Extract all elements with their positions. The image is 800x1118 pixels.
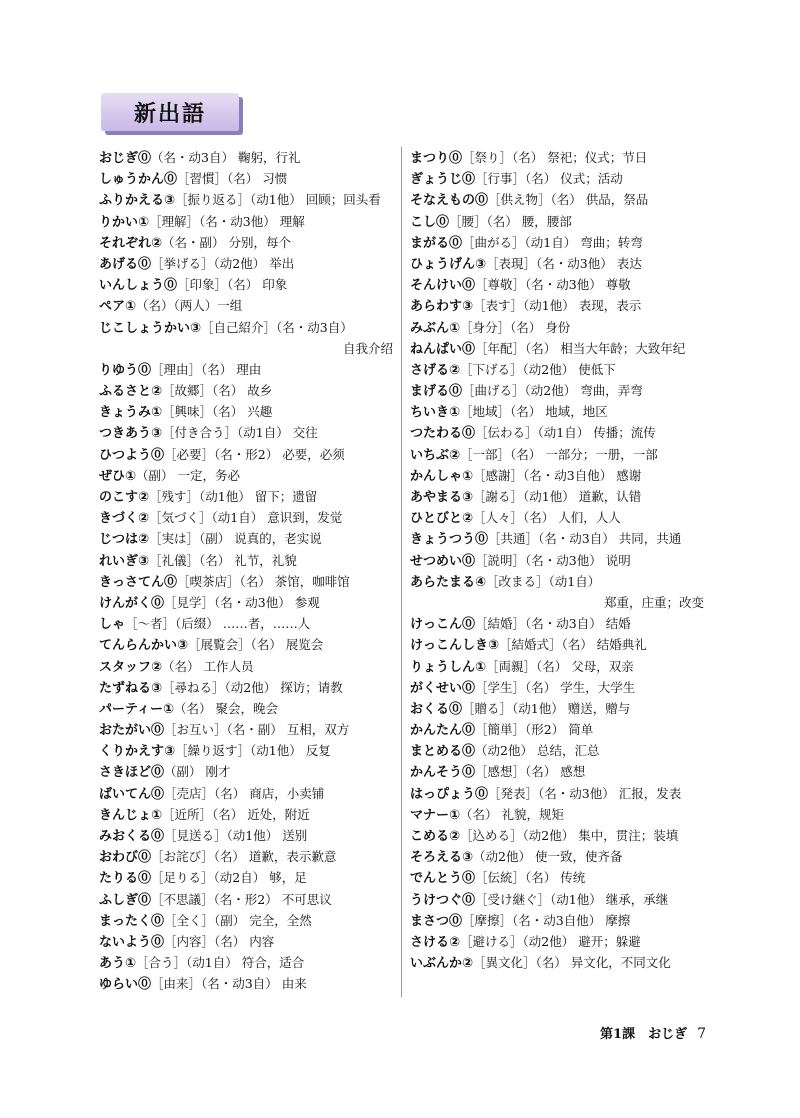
vocab-entry: [410, 931, 710, 952]
vocab-definition: ［感謝］（名・动3自他） 感谢: [473, 467, 642, 483]
vocab-headword: てんらんかい③: [99, 638, 189, 654]
vocab-definition: ［供え物］（名） 供品，祭品: [488, 192, 649, 208]
vocab-entry: [99, 507, 399, 528]
vocab-entry: [410, 656, 710, 677]
vocab-entry: [99, 168, 399, 189]
vocab-definition: ［伝わる］（动1自） 传播；流传: [475, 425, 656, 441]
vocab-headword: しゅうかん⓪: [99, 172, 178, 188]
vocab-entry: [99, 973, 399, 994]
vocab-definition: ［下げる］（动2他） 使低下: [460, 361, 616, 377]
vocab-headword: おくる⓪: [410, 701, 463, 717]
vocab-definition: ［～者］（后缀） ……者，……人: [125, 616, 311, 632]
vocab-headword: おじぎ⓪: [99, 151, 152, 166]
vocab-entry: [410, 528, 710, 549]
vocab-headword: かんたん⓪: [410, 723, 476, 739]
vocab-entry: [410, 444, 710, 465]
vocab-column-left: [99, 147, 399, 995]
vocab-entry: [99, 444, 399, 465]
vocab-definition: ［お詫び］（名） 道歉，表示歉意: [151, 849, 337, 865]
vocab-headword: うけつぐ⓪: [410, 892, 476, 908]
vocab-entry: [410, 507, 710, 528]
vocab-entry: [410, 380, 710, 401]
vocab-definition: （名・副） 分别，每个: [162, 234, 291, 250]
vocab-definition: ［両親］（名） 父母，双亲: [486, 658, 634, 674]
vocab-entry: [410, 147, 710, 168]
vocab-definition: （名） 礼貌，规矩: [460, 806, 564, 822]
vocab-entry: [99, 232, 399, 253]
vocab-definition: ［実は］（副） 说真的，老实说: [149, 531, 322, 547]
vocab-entry: [99, 592, 399, 613]
vocab-entry: [99, 295, 399, 316]
vocab-definition: ［年配］（名） 相当大年龄；大致年纪: [475, 340, 686, 356]
vocab-definition: （动2他） 使一致，使齐备: [473, 849, 623, 865]
vocab-entry: [410, 338, 710, 359]
vocab-headword: さける②: [410, 934, 461, 950]
vocab-headword: しゃ: [99, 617, 126, 633]
vocab-headword: ひとびと②: [410, 511, 474, 527]
vocab-entry: [410, 783, 710, 804]
vocab-entry: [410, 317, 710, 338]
vocab-headword: いんしょう⓪: [99, 278, 178, 294]
vocab-headword: ふりかえる③: [99, 193, 176, 209]
vocab-definition: ［売店］（名） 商店，小卖铺: [164, 785, 325, 801]
vocab-headword: あげる⓪: [99, 256, 152, 272]
vocab-definition: ［行事］（名） 仪式；活动: [475, 171, 623, 187]
vocab-definition: ［表す］（动1他） 表现，表示: [473, 298, 642, 314]
vocab-headword: せつめい⓪: [410, 553, 476, 569]
vocab-entry: [99, 952, 399, 973]
vocab-definition: ［興味］（名） 兴趣: [162, 404, 273, 420]
vocab-definition: ［伝統］（名） 传统: [475, 870, 586, 886]
vocab-definition: ［残す］（动1他） 留下；遗留: [149, 489, 318, 504]
vocab-definition: ［結婚］（名・动3自） 结婚: [475, 616, 631, 632]
vocab-headword: あやまる③: [410, 490, 474, 505]
vocab-headword: スタッフ②: [99, 659, 163, 675]
vocab-entry-continuation: 郑重，庄重；改变: [603, 594, 704, 610]
vocab-headword: まげる⓪: [410, 384, 463, 400]
vocab-entry: [410, 465, 710, 486]
vocab-headword: かんそう⓪: [410, 765, 476, 781]
vocab-entry: [410, 867, 710, 888]
vocab-definition: ［説明］（名・动3他） 说明: [475, 552, 631, 568]
vocab-entry: [99, 677, 399, 698]
vocab-headword: まさつ⓪: [410, 913, 463, 929]
vocab-entry: [99, 719, 399, 740]
vocab-definition: ［由来］（名・动3自） 由来: [151, 976, 307, 992]
vocab-definition: ［異文化］（名） 异文化，不同文化: [473, 955, 671, 971]
vocab-definition: ［礼儀］（名） 礼节，礼貌: [149, 552, 297, 568]
vocab-headword: かんしゃ①: [410, 468, 474, 484]
vocab-definition: （名） 工作人员: [162, 658, 254, 674]
vocab-headword: まつり⓪: [410, 151, 463, 166]
vocab-entry: [99, 189, 399, 210]
vocab-headword: マナー①: [410, 807, 461, 823]
vocab-headword: のこす②: [99, 490, 150, 505]
vocab-entry: [410, 571, 710, 592]
vocab-headword: ぎょうじ⓪: [410, 172, 476, 188]
vocab-definition: （副） 刚才: [164, 764, 231, 780]
vocab-headword: じこしょうかい③: [99, 320, 202, 336]
vocab-headword: それぞれ②: [99, 235, 163, 251]
vocab-headword: りかい①: [99, 214, 150, 230]
vocab-definition: ［展覧会］（名） 展览会: [188, 637, 324, 653]
vocab-headword: みぶん①: [410, 320, 461, 336]
vocab-definition: ［不思議］（名・形2） 不可思议: [151, 891, 332, 907]
vocab-definition: ［腰］（名） 腰，腰部: [449, 213, 572, 229]
vocab-entry: [99, 761, 399, 782]
vocab-definition: ［お互い］（名・副） 互相，双方: [164, 722, 350, 738]
vocab-definition: ［人々］（名） 人们，人人: [473, 510, 621, 526]
vocab-headword: ひつよう⓪: [99, 447, 165, 463]
vocab-entry: [410, 295, 710, 316]
vocab-headword: きんじょ①: [99, 807, 163, 823]
vocab-entry: [410, 189, 710, 210]
vocab-headword: けっこん⓪: [410, 617, 476, 633]
vocab-headword: そんけい⓪: [410, 278, 476, 294]
vocab-entry: [410, 846, 710, 867]
vocab-entry: [99, 317, 399, 338]
vocab-definition: ［込める］（动2他） 集中，贯注；装填: [460, 828, 679, 843]
vocab-definition: ［付き合う］（动1自） 交往: [162, 425, 318, 441]
vocab-headword: ばいてん⓪: [99, 786, 165, 802]
vocab-definition: ［繰り返す］（动1他） 反复: [175, 743, 331, 759]
vocab-entry: [99, 550, 399, 571]
vocab-definition: ［見学］（名・动3他） 参观: [164, 594, 320, 610]
vocab-definition: （名） 聚会，晚会: [173, 700, 278, 716]
vocab-headword: ゆらい⓪: [99, 977, 152, 993]
vocab-headword: そなえもの⓪: [410, 193, 489, 209]
vocab-entry: [99, 867, 399, 888]
vocab-headword: そろえる③: [410, 850, 474, 866]
vocab-definition: ［表現］（名・动3他） 表达: [486, 255, 642, 271]
footer-lesson: 第1課 おじぎ: [600, 1027, 688, 1042]
vocab-headword: ちいき①: [410, 405, 461, 421]
vocab-headword: くりかえす③: [99, 744, 176, 760]
vocab-definition: ［自己紹介］（名・动3自）: [201, 319, 353, 335]
vocab-definition: ［足りる］（动2自） 够，足: [151, 870, 307, 886]
vocab-headword: まがる⓪: [410, 235, 463, 251]
vocab-headword: たりる⓪: [99, 871, 152, 887]
vocab-headword: ぜひ①: [99, 468, 137, 484]
vocab-entry: [99, 211, 399, 232]
vocab-headword: きょうつう⓪: [410, 532, 489, 548]
vocab-headword: ペア①: [99, 299, 137, 315]
vocab-entry: [99, 359, 399, 380]
vocab-definition: （名・动3自） 鞠躬，行礼: [151, 150, 301, 165]
vocab-definition: ［共通］（名・动3自） 共同，共通: [488, 531, 682, 547]
vocab-entry: [410, 634, 710, 655]
vocab-entry: [99, 422, 399, 443]
vocab-definition: ［摩擦］（名・动3自他） 摩擦: [462, 912, 631, 928]
vocab-definition: （副） 一定，务必: [136, 467, 240, 483]
vocab-entry: [410, 550, 710, 571]
vocab-definition: ［振り返る］（动1他） 回顾；回头看: [175, 192, 381, 208]
vocab-definition: ［受け継ぐ］（动1他） 继承，承继: [475, 891, 669, 907]
vocab-entry: [410, 168, 710, 189]
vocab-headword: けんがく⓪: [99, 595, 165, 611]
vocab-headword: さげる②: [410, 362, 461, 378]
vocab-entry: [99, 380, 399, 401]
page-number: 7: [697, 1026, 706, 1042]
vocab-definition: ［学生］（名） 学生，大学生: [475, 679, 636, 695]
vocab-headword: まとめる⓪: [410, 744, 476, 760]
vocab-definition: ［曲げる］（动2他） 弯曲，弄弯: [462, 383, 643, 399]
vocab-entry: [410, 804, 710, 825]
vocab-headword: りょうしん①: [410, 659, 487, 675]
vocab-definition: ［近所］（名） 近处，附近: [162, 806, 310, 822]
vocab-entry: [99, 656, 399, 677]
vocab-entry: [99, 486, 399, 507]
vocab-headword: こめる②: [410, 829, 461, 844]
vocab-headword: まったく⓪: [99, 913, 165, 929]
vocab-definition: ［内容］（名） 内容: [164, 933, 275, 949]
vocab-headword: りゆう⓪: [99, 362, 152, 378]
column-divider: [401, 147, 402, 997]
vocab-definition: ［習慣］（名） 习惯: [177, 171, 288, 187]
vocab-definition: ［挙げる］（动2他） 举出: [151, 255, 295, 271]
vocab-headword: つたわる⓪: [410, 426, 476, 442]
vocab-entry: [99, 465, 399, 486]
vocab-definition: ［印象］（名） 印象: [177, 277, 288, 293]
vocab-entry: [99, 740, 399, 761]
vocab-headword: たずねる③: [99, 680, 163, 696]
vocab-headword: おたがい⓪: [99, 723, 165, 739]
vocab-headword: つきあう③: [99, 426, 163, 442]
section-title: 新出語: [101, 93, 239, 131]
vocab-entry: [99, 698, 399, 719]
vocab-entry: [410, 889, 710, 910]
vocab-entry-continuation: 自我介绍: [342, 340, 393, 356]
vocab-headword: でんとう⓪: [410, 871, 476, 887]
vocab-entry: [410, 740, 710, 761]
vocab-headword: あらわす③: [410, 299, 474, 315]
vocab-entry: [99, 571, 399, 592]
vocab-definition: ［地域］（名） 地域，地区: [460, 404, 608, 420]
vocab-entry: [99, 253, 399, 274]
vocab-entry: [99, 613, 399, 634]
vocab-definition: ［喫茶店］（名） 茶馆，咖啡馆: [177, 573, 350, 589]
vocab-entry: [99, 846, 399, 867]
vocab-headword: きっさてん⓪: [99, 574, 178, 590]
vocab-headword: れいぎ③: [99, 553, 150, 569]
vocab-headword: ないよう⓪: [99, 934, 165, 950]
vocab-entry: [99, 401, 399, 422]
vocab-entry: [410, 761, 710, 782]
vocab-entry: [99, 147, 399, 168]
vocab-definition: ［気づく］（动1自） 意识到，发觉: [149, 510, 343, 526]
vocab-definition: ［尋ねる］（动2他） 探访；请教: [162, 679, 343, 695]
vocab-entry: [99, 931, 399, 952]
vocab-headword: みおくる⓪: [99, 829, 165, 844]
vocab-entry: [410, 401, 710, 422]
vocab-definition: ［故郷］（名） 故乡: [162, 383, 273, 399]
vocab-definition: ［曲がる］（动1自） 弯曲；转弯: [462, 234, 643, 250]
vocab-entry: [410, 952, 710, 973]
vocab-headword: こし⓪: [410, 214, 450, 230]
vocab-entry: [99, 634, 399, 655]
vocab-definition: ［避ける］（动2他） 避开；躲避: [460, 933, 641, 949]
vocab-entry: [410, 359, 710, 380]
vocab-headword: あらたまる④: [410, 574, 487, 590]
vocab-definition: ［尊敬］（名・动3他） 尊敬: [475, 277, 631, 293]
vocab-definition: ［贈る］（动1他） 赠送，赠与: [462, 700, 631, 716]
vocab-headword: ひょうげん③: [410, 256, 487, 272]
vocab-headword: けっこんしき③: [410, 638, 500, 654]
vocab-entry: [99, 528, 399, 549]
vocab-entry: [99, 825, 399, 846]
vocab-headword: いちぶ②: [410, 447, 461, 463]
vocab-definition: ［感想］（名） 感想: [475, 764, 586, 780]
vocab-definition: ［結婚式］（名） 结婚典礼: [499, 637, 647, 653]
vocab-definition: ［合う］（动1自） 符合，适合: [136, 955, 305, 971]
vocab-entry: [410, 677, 710, 698]
vocab-entry: [410, 274, 710, 295]
vocab-entry: [410, 232, 710, 253]
vocab-entry: [410, 825, 710, 846]
vocab-entry: [99, 889, 399, 910]
page-footer: [600, 1023, 706, 1042]
vocab-definition: ［発表］（名・动3他） 汇报，发表: [488, 785, 682, 801]
vocab-definition: （动2他） 总结，汇总: [475, 743, 600, 759]
vocab-definition: ［理解］（名・动3他） 理解: [149, 213, 305, 229]
vocab-definition: ［改まる］（动1自）: [486, 573, 601, 589]
vocab-headword: さきほど⓪: [99, 765, 165, 781]
vocab-definition: ［簡単］（形2） 简单: [475, 722, 594, 738]
vocab-entry: [410, 719, 710, 740]
vocab-headword: ふしぎ⓪: [99, 892, 152, 908]
vocab-entry: [99, 274, 399, 295]
vocab-definition: ［見送る］（动1他） 送别: [164, 828, 308, 843]
vocab-entry: [410, 211, 710, 232]
vocab-headword: きづく②: [99, 511, 150, 527]
vocab-headword: がくせい⓪: [410, 680, 476, 696]
vocab-entry: [410, 486, 710, 507]
vocab-headword: ふるさと②: [99, 384, 163, 400]
vocab-headword: おわび⓪: [99, 850, 152, 866]
vocab-definition: ［祭り］（名） 祭祀；仪式；节日: [462, 150, 648, 165]
vocab-entry: [410, 613, 710, 634]
vocab-entry: [99, 910, 399, 931]
vocab-definition: ［謝る］（动1他） 道歉，认错: [473, 489, 642, 504]
vocab-entry: [410, 910, 710, 931]
vocab-entry: [410, 422, 710, 443]
vocab-entry: [410, 253, 710, 274]
vocab-entry: [99, 783, 399, 804]
vocab-headword: あう①: [99, 956, 137, 972]
vocab-entry: [99, 804, 399, 825]
vocab-definition: ［理由］（名） 理由: [151, 361, 262, 377]
vocab-headword: いぶんか②: [410, 956, 474, 972]
vocab-definition: （名）（两人）一组: [136, 298, 243, 314]
vocab-column-right: [410, 147, 710, 973]
vocab-headword: きょうみ①: [99, 405, 163, 421]
vocab-headword: じつは②: [99, 532, 150, 548]
vocab-definition: ［必要］（名・形2） 必要，必须: [164, 446, 345, 462]
vocab-headword: ねんぱい⓪: [410, 341, 476, 357]
vocab-entry: [410, 698, 710, 719]
vocab-headword: はっぴょう⓪: [410, 786, 489, 802]
vocab-definition: ［一部］（名） 一部分；一册，一部: [460, 446, 658, 462]
vocab-headword: パーティー①: [99, 701, 174, 717]
vocab-definition: ［身分］（名） 身份: [460, 319, 571, 335]
vocab-definition: ［全く］（副） 完全，全然: [164, 912, 312, 928]
